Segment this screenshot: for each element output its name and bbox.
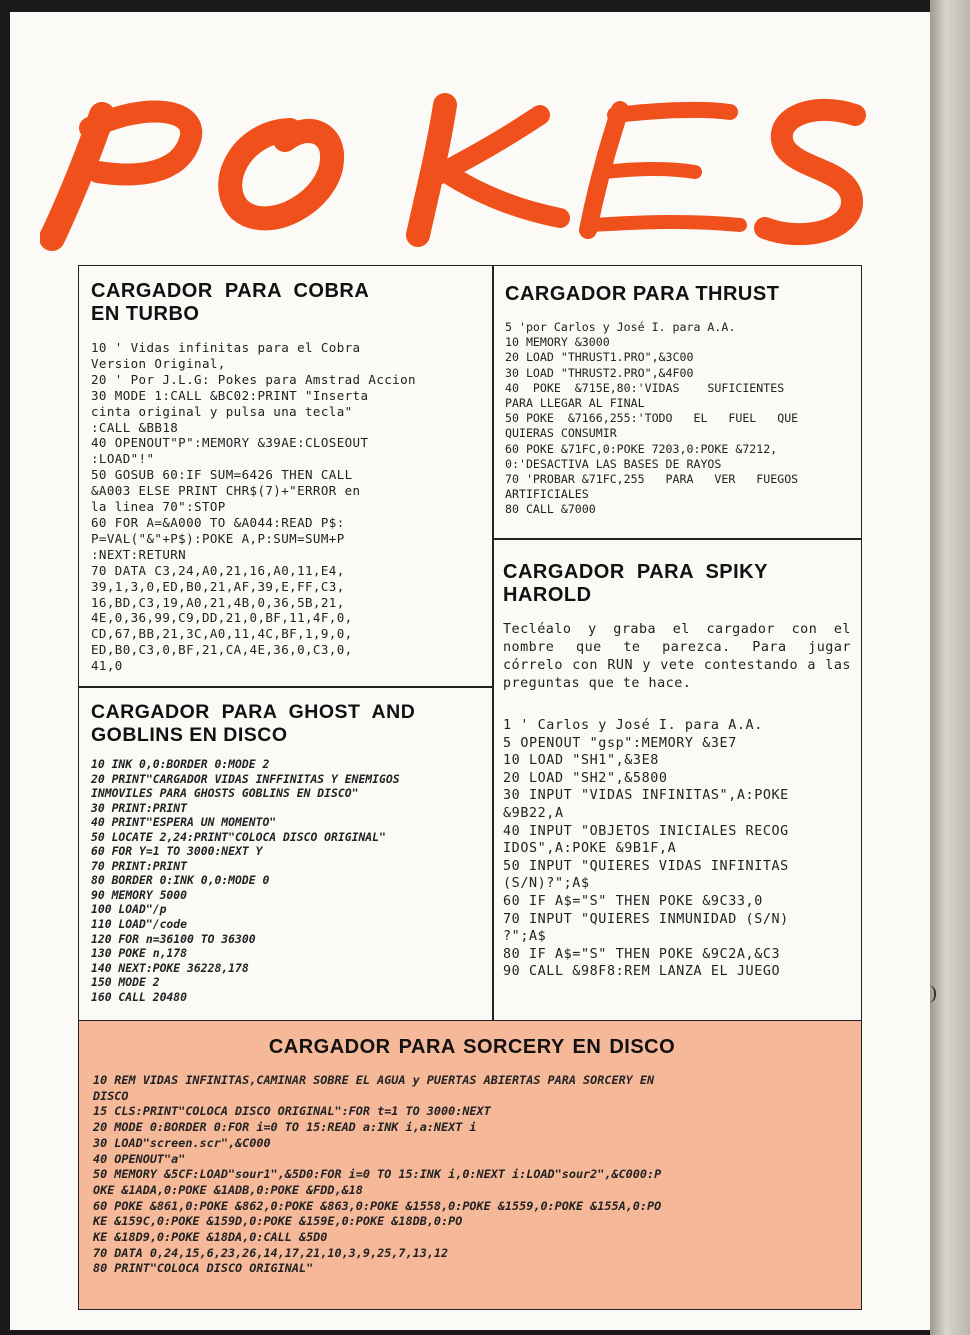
code-line: 20 ' Por J.L.G: Pokes para Amstrad Accion — [91, 371, 416, 387]
code-line: 50 GOSUB 60:IF SUM=6426 THEN CALL — [91, 467, 353, 483]
cobra-title-line-2: EN TURBO — [91, 303, 200, 325]
sorcery-title: CARGADOR PARA SORCERY EN DISCO — [268, 1036, 676, 1058]
code-line: 60 POKE &861,0:POKE &862,0:POKE &863,0:POKE &1558,0:POKE &1559,0:POKE &155A,0:PO — [93, 1198, 662, 1213]
code-line: 60 IF A$="S" THEN POKE &9C33,0 — [503, 893, 763, 909]
code-line: la linea 70":STOP — [91, 499, 226, 515]
banner-letter-e — [588, 110, 740, 230]
code-line: 41,0 — [91, 658, 123, 674]
code-line: 160 CALL 20480 — [91, 989, 188, 1004]
code-line: 140 NEXT:POKE 36228,178 — [91, 960, 249, 975]
code-line: :CALL &BB18 — [91, 419, 179, 435]
code-line: IDOS",A:POKE &9B1F,A — [503, 841, 677, 857]
pokes-banner — [40, 60, 870, 260]
code-line: QUIERAS CONSUMIR — [505, 426, 617, 441]
code-line: 40 INPUT "OBJETOS INICIALES RECOG — [503, 823, 789, 839]
ghost-code-listing — [91, 757, 483, 1004]
cobra-title-line-1: CARGADOR PARA COBRA — [91, 280, 370, 302]
code-line: 70 PRINT:PRINT — [91, 858, 188, 873]
code-line: CD,67,BB,21,3C,A0,11,4C,BF,1,9,0, — [91, 626, 353, 642]
banner-letter-s — [765, 110, 855, 234]
code-line: 80 PRINT"COLOCA DISCO ORIGINAL" — [93, 1261, 314, 1276]
spiky-title-line-1: CARGADOR PARA SPIKY — [503, 561, 768, 583]
code-line: 39,1,3,0,ED,B0,21,AF,39,E,FF,C3, — [91, 578, 345, 594]
banner-letter-p — [52, 111, 191, 238]
code-line: 100 LOAD"/p — [91, 902, 167, 917]
code-line: 130 POKE n,178 — [91, 946, 188, 961]
code-line: 30 PRINT:PRINT — [91, 800, 188, 815]
code-line: 15 CLS:PRINT"COLOCA DISCO ORIGINAL":FOR t=1 TO 3000:NEXT — [93, 1104, 491, 1119]
code-line: 90 CALL &98F8:REM LANZA EL JUEGO — [503, 964, 781, 980]
code-line: P=VAL("&"+P$):POKE A,P:SUM=SUM+P — [91, 530, 345, 546]
code-line: DISCO — [93, 1088, 129, 1103]
code-line: 40 OPENOUT"P":MEMORY &39AE:CLOSEOUT — [91, 435, 369, 451]
banner-letter-o — [230, 130, 332, 218]
code-line: 60 FOR Y=1 TO 3000:NEXT Y — [91, 844, 263, 859]
ghost-goblins-loader-panel — [78, 686, 494, 1022]
code-line: 20 PRINT"CARGADOR VIDAS INFFINITAS Y ENEMIGOS — [91, 771, 400, 786]
code-line: 1 ' Carlos y José I. para A.A. — [503, 718, 763, 733]
code-line: &A003 ELSE PRINT CHR$(7)+"ERROR en — [91, 483, 361, 499]
spiky-harold-loader-panel — [492, 538, 862, 1022]
code-line: PARA LLEGAR AL FINAL — [505, 396, 645, 411]
code-line: 30 MODE 1:CALL &BC02:PRINT "Inserta — [91, 387, 369, 403]
code-line: 40 POKE &715E,80:'VIDAS SUFICIENTES — [505, 380, 785, 395]
spiky-intro-text: Tecléalo y graba el cargador con el nombre que te parezca. Para jugar córrelo con RUN y vete contestando a las preguntas que te hace. — [503, 622, 851, 691]
code-line: 20 LOAD "THRUST1.PRO",&3C00 — [505, 350, 694, 365]
code-line: &9B22,A — [503, 805, 564, 821]
code-line: ARTIFICIALES — [505, 487, 589, 502]
code-line: :NEXT:RETURN — [91, 546, 187, 562]
code-line: KE &18D9,0:POKE &18DA,0:CALL &5D0 — [93, 1230, 328, 1245]
code-line: 20 LOAD "SH2",&5800 — [503, 770, 668, 786]
code-line: :LOAD"!" — [91, 451, 155, 467]
sorcery-loader-panel — [78, 1020, 862, 1310]
banner-letter-k — [418, 105, 560, 235]
code-line: OKE &1ADA,0:POKE &1ADB,0:POKE &FDD,&18 — [93, 1182, 363, 1197]
cobra-code-listing — [91, 340, 481, 674]
code-line: 10 ' Vidas infinitas para el Cobra — [91, 340, 361, 355]
code-line: 70 'PROBAR &71FC,255 PARA VER FUEGOS — [505, 472, 799, 487]
page-edge — [930, 0, 970, 1335]
code-line: 50 POKE &7166,255:'TODO EL FUEL QUE — [505, 411, 799, 426]
code-line: 90 MEMORY 5000 — [91, 887, 188, 902]
code-line: 50 MEMORY &5CF:LOAD"sour1",&5D0:FOR i=0 TO 15:INK i,0:NEXT i:LOAD"sour2",&C000:P — [93, 1167, 662, 1182]
code-line: 16,BD,C3,19,A0,21,4B,0,36,5B,21, — [91, 594, 345, 610]
code-line: 70 INPUT "QUIERES INMUNIDAD (S/N) — [503, 911, 789, 927]
code-line: 0:'DESACTIVA LAS BASES DE RAYOS — [505, 456, 722, 471]
code-line: 10 MEMORY &3000 — [505, 335, 610, 350]
code-line: ED,B0,C3,0,BF,21,CA,4E,36,0,C3,0, — [91, 642, 353, 658]
spiky-title-line-2: HAROLD — [503, 584, 592, 606]
code-line: 5 OPENOUT "gsp":MEMORY &3E7 — [503, 735, 737, 751]
code-line: 20 MODE 0:BORDER 0:FOR i=0 TO 15:READ a:INK i,a:NEXT i — [93, 1120, 477, 1135]
code-line: 4E,0,36,99,C9,DD,21,0,BF,11,4F,0, — [91, 610, 353, 626]
code-line: 10 LOAD "SH1",&3E8 — [503, 753, 659, 769]
ghost-title-line-2: GOBLINS EN DISCO — [91, 724, 288, 746]
code-line: 40 OPENOUT"a" — [93, 1151, 186, 1166]
code-line: 150 MODE 2 — [91, 975, 160, 990]
code-line: 40 PRINT"ESPERA UN MOMENTO" — [91, 815, 277, 830]
code-line: 110 LOAD"/code — [91, 917, 188, 932]
code-line: 30 LOAD"screen.scr",&C000 — [93, 1135, 271, 1150]
thrust-code-listing — [505, 320, 851, 518]
code-line: 30 LOAD "THRUST2.PRO",&4F00 — [505, 365, 694, 380]
sorcery-code-listing — [93, 1073, 851, 1277]
thrust-title: CARGADOR PARA THRUST — [505, 283, 780, 305]
code-line: 50 INPUT "QUIERES VIDAS INFINITAS — [503, 858, 789, 874]
code-line: 30 INPUT "VIDAS INFINITAS",A:POKE — [503, 788, 789, 804]
code-line: INMOVILES PARA GHOSTS GOBLINS EN DISCO" — [91, 786, 359, 801]
code-line: ?";A$ — [503, 929, 547, 945]
code-line: KE &159C,0:POKE &159D,0:POKE &159E,0:POKE &18DB,0:PO — [93, 1214, 463, 1229]
code-line: (S/N)?";A$ — [503, 876, 590, 892]
code-line: 50 LOCATE 2,24:PRINT"COLOCA DISCO ORIGINAL" — [91, 829, 386, 844]
code-line: 80 BORDER 0:INK 0,0:MODE 0 — [91, 873, 270, 888]
code-line: Version Original, — [91, 355, 226, 371]
code-line: 5 'por Carlos y José I. para A.A. — [505, 320, 736, 334]
code-line: 60 POKE &71FC,0:POKE 7203,0:POKE &7212, — [505, 441, 778, 456]
thrust-loader-panel — [492, 265, 862, 540]
code-line: 120 FOR n=36100 TO 36300 — [91, 931, 256, 946]
spiky-code-listing — [503, 717, 851, 981]
code-line: cinta original y pulsa una tecla" — [91, 403, 353, 419]
code-line: 80 IF A$="S" THEN POKE &9C2A,&C3 — [503, 946, 781, 962]
code-line: 80 CALL &7000 — [505, 502, 596, 517]
code-line: 10 REM VIDAS INFINITAS,CAMINAR SOBRE EL AGUA y PUERTAS ABIERTAS PARA SORCERY EN — [93, 1073, 655, 1087]
code-line: 70 DATA C3,24,A0,21,16,A0,11,E4, — [91, 562, 345, 578]
code-line: 10 INK 0,0:BORDER 0:MODE 2 — [91, 757, 270, 771]
cobra-loader-panel — [78, 265, 494, 688]
code-line: 60 FOR A=&A000 TO &A044:READ P$: — [91, 514, 345, 530]
code-line: 70 DATA 0,24,15,6,23,26,14,17,21,10,3,9,25,7,13,12 — [93, 1245, 449, 1260]
ghost-title-line-1: CARGADOR PARA GHOST AND — [91, 701, 416, 723]
